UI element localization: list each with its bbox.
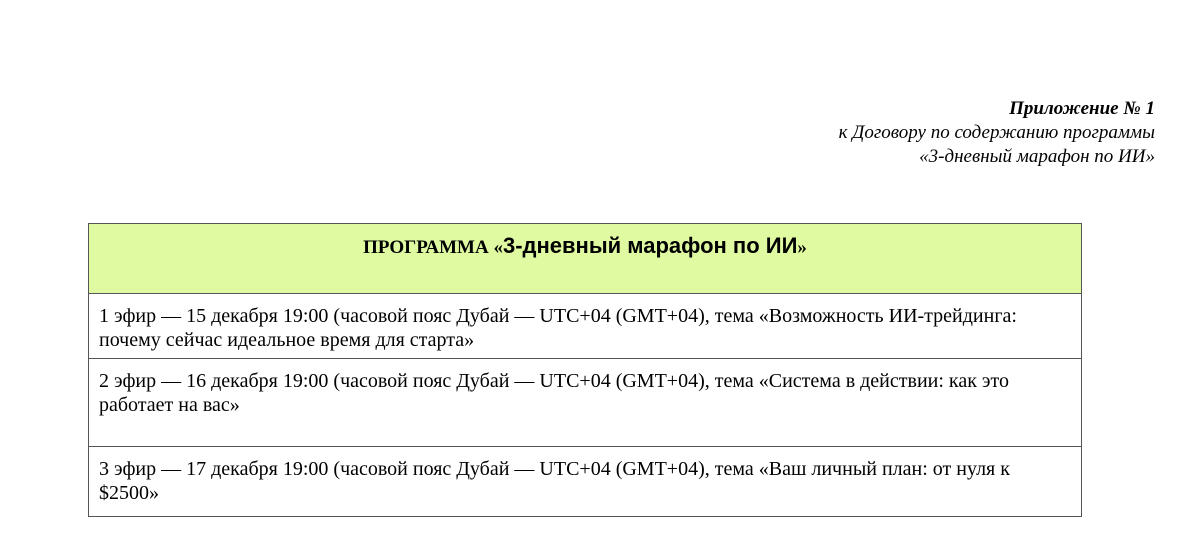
table-row [89,359,1082,447]
program-table [88,223,1082,517]
table-row [89,447,1082,517]
appendix-title: Приложение № 1 [1009,98,1155,119]
appendix-block [839,97,1155,169]
program-item-1: 1 эфир — 15 декабря 19:00 (часовой пояс Дубай — UTC+04 (GMT+04), тема «Возможность ИИ-трейдинга: почему сейчас идеальное время для старта» [89,294,1082,359]
program-item-3: 3 эфир — 17 декабря 19:00 (часовой пояс Дубай — UTC+04 (GMT+04), тема «Ваш личный план: от нуля к $2500» [89,447,1082,517]
table-row [89,294,1082,359]
program-header-row [89,224,1082,294]
program-header-prefix: ПРОГРАММА « [363,237,503,258]
appendix-line-1: к Договору по содержанию программы [838,122,1155,143]
appendix-line-2: «3-дневный марафон по ИИ» [919,146,1155,167]
program-item-2: 2 эфир — 16 декабря 19:00 (часовой пояс Дубай — UTC+04 (GMT+04), тема «Система в действии: как это работает на вас» [89,359,1082,447]
program-header-name: 3-дневный марафон по ИИ [502,233,798,258]
program-header [89,224,1082,294]
program-header-suffix: » [797,237,807,258]
